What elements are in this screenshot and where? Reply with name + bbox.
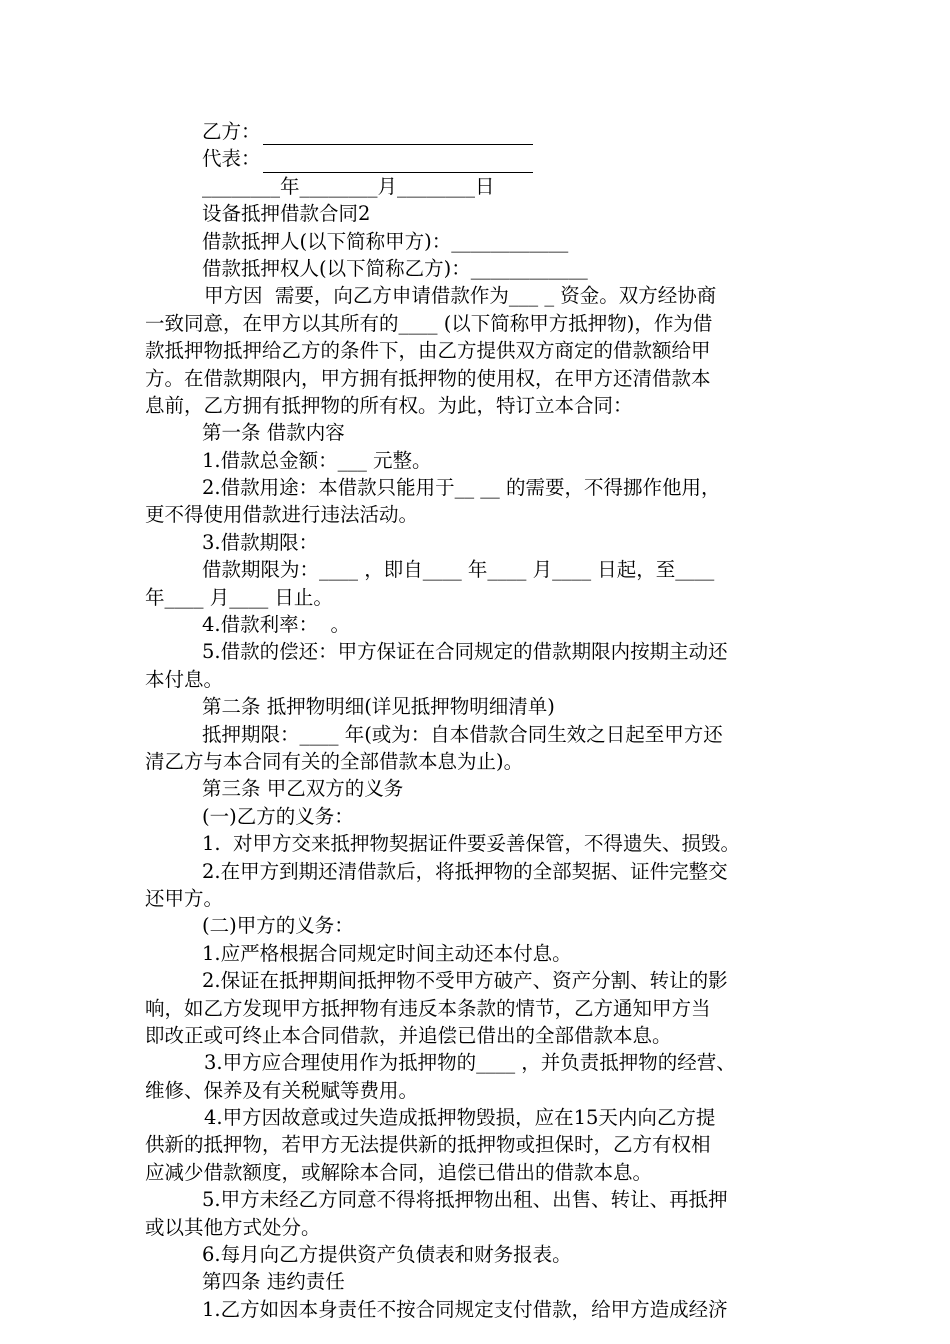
text-line: 1.应严格根据合同规定时间主动还本付息。	[202, 941, 572, 965]
text-line: 方。在借款期限内，甲方拥有抵押物的使用权，在甲方还清借款本	[145, 366, 711, 390]
text-line: 供新的抵押物，若甲方无法提供新的抵押物或担保时，乙方有权相	[145, 1133, 711, 1157]
text-line: 维修、保养及有关税赋等费用。	[145, 1078, 419, 1102]
text-line: 响，如乙方发现甲方抵押物有违反本条款的情节，乙方通知甲方当	[145, 996, 711, 1020]
text-line: 本付息。	[145, 667, 224, 691]
text-line: 更不得使用借款进行违法活动。	[145, 503, 419, 527]
text-line: 款抵押物抵押给乙方的条件下，由乙方提供双方商定的借款额给甲	[145, 339, 711, 363]
representative-signature-line	[145, 145, 810, 172]
text-line: (二)甲方的义务：	[202, 914, 354, 938]
text-line: 5.甲方未经乙方同意不得将抵押物出租、出售、转让、再抵押	[202, 1188, 728, 1212]
text-line: 清乙方与本合同有关的全部借款本息为止)。	[145, 749, 524, 773]
text-line: 借款抵押权人(以下简称乙方)：____________	[202, 256, 588, 280]
text-line: 3.借款期限：	[202, 530, 319, 554]
text-line: 抵押期限：____ 年(或为：自本借款合同生效之日起至甲方还	[202, 722, 723, 746]
text-line: 即改正或可终止本合同借款，并追偿已借出的全部借款本息。	[145, 1023, 672, 1047]
text-line: 借款期限为：____ ，即自____ 年____ 月____ 日起，至____	[202, 558, 715, 582]
party-b-blank	[263, 124, 533, 145]
text-line: 4.甲方因故意或过失造成抵押物毁损，应在15天内向乙方提	[204, 1106, 716, 1130]
text-line: 借款抵押人(以下简称甲方)：____________	[202, 229, 569, 253]
text-line: 息前，乙方拥有抵押物的所有权。为此，特订立本合同：	[145, 393, 633, 417]
contract-text	[145, 200, 810, 1323]
text-line: 设备抵押借款合同2	[202, 202, 371, 226]
representative-label: 代表：	[202, 147, 261, 171]
representative-blank	[263, 152, 533, 173]
text-line: 2.借款用途：本借款只能用于__ __ 的需要，不得挪作他用，	[202, 476, 721, 500]
text-line: 1.乙方如因本身责任不按合同规定支付借款，给甲方造成经济	[202, 1297, 728, 1321]
text-line: 第三条 甲乙双方的义务	[202, 777, 404, 801]
text-line: 1.借款总金额：___ 元整。	[202, 448, 432, 472]
contract-body	[145, 118, 810, 1323]
text-line: 1. 对甲方交来抵押物契据证件要妥善保管，不得遗失、损毁。	[202, 832, 741, 856]
text-line: 5.借款的偿还：甲方保证在合同规定的借款期限内按期主动还	[202, 640, 728, 664]
text-line: 第一条 借款内容	[202, 421, 345, 445]
text-line: 6.每月向乙方提供资产负债表和财务报表。	[202, 1243, 572, 1267]
text-line: 年____ 月____ 日止。	[145, 585, 333, 609]
text-line: (一)乙方的义务：	[202, 804, 354, 828]
text-line: 一致同意，在甲方以其所有的____ (以下简称甲方抵押物)，作为借	[145, 311, 713, 335]
text-line: 4.借款利率： 。	[202, 613, 351, 637]
text-line: 2.保证在抵押期间抵押物不受甲方破产、资产分割、转让的影	[202, 969, 728, 993]
text-line: 或以其他方式处分。	[145, 1215, 321, 1239]
text-line: 第二条 抵押物明细(详见抵押物明细清单)	[202, 695, 555, 719]
text-line: 应减少借款额度，或解除本合同，追偿已借出的借款本息。	[145, 1160, 653, 1184]
text-line: 3.甲方应合理使用作为抵押物的____ ，并负责抵押物的经营、	[204, 1051, 736, 1075]
party-b-label: 乙方：	[202, 119, 261, 143]
text-line: 第四条 违约责任	[202, 1270, 345, 1294]
text-line: 2.在甲方到期还清借款后，将抵押物的全部契据、证件完整交	[202, 859, 728, 883]
party-b-signature-line	[145, 118, 810, 145]
text-line: 甲方因 需要，向乙方申请借款作为___ _ 资金。双方经协商	[204, 284, 717, 308]
text-line: 还甲方。	[145, 886, 224, 910]
date-line: ________年________月________日	[202, 174, 495, 198]
